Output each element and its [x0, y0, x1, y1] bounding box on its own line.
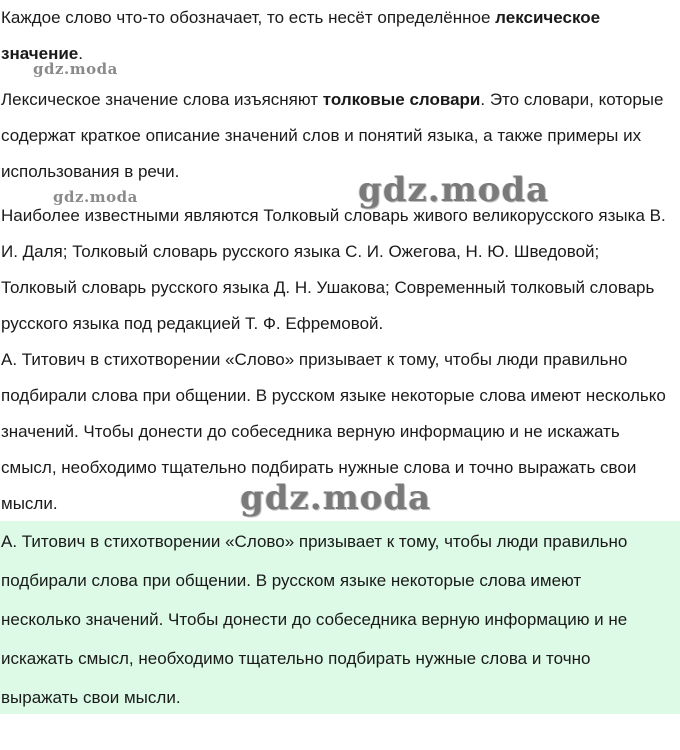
paragraph-text: Каждое слово что-то обозначает, то есть несёт определённое — [1, 8, 496, 27]
watermark-logo: gdz.moda — [53, 188, 138, 206]
paragraph-famous-dictionaries: Наиболее известными являются Толковый словарь живого великорусского языка В. И. Даля; Толковый словарь русского языка С. И. Ожегова, Н. Ю. Шведовой; Толковый словарь русского языка Д. Н. Ушакова; Современный толковый словарь русского языка под редакцией Т. Ф. Ефремовой. — [1, 206, 666, 333]
watermark-logo: gdz.moda — [33, 60, 118, 78]
paragraph-titovich: А. Титович в стихотворении «Слово» призывает к тому, чтобы люди правильно подбирали слова при общении. В русском языке некоторые слова имеют несколько значений. Чтобы донести до собеседника верную информацию и не искажать смысл, необходимо тщательно подбирать нужные слова и точно выражать свои мысли. — [1, 350, 666, 513]
watermark-logo: gdz.moda — [358, 170, 550, 210]
paragraph-dictionaries — [0, 82, 671, 190]
paragraph-text: . Это словари, которые содержат краткое описание значений слов и понятий языка, а также примеры их использования в речи. — [1, 90, 664, 181]
bold-term-lexical-meaning: лексическое значение — [1, 8, 601, 63]
answer-text: А. Титович в стихотворении «Слово» призывает к тому, чтобы люди правильно подбирали слова при общении. В русском языке некоторые слова имеют несколько значений. Чтобы донести до собеседника верную информацию и не искажать смысл, необходимо тщательно подбирать нужные слова и точно выражать свои мысли. — [1, 532, 628, 707]
paragraph-text: Лексическое значение слова изъясняют — [1, 90, 323, 109]
paragraph-text: . — [78, 44, 83, 63]
answer-block — [0, 521, 680, 714]
watermark-logo: gdz.moda — [240, 478, 432, 518]
bold-term-dictionaries: толковые словари — [322, 90, 481, 109]
